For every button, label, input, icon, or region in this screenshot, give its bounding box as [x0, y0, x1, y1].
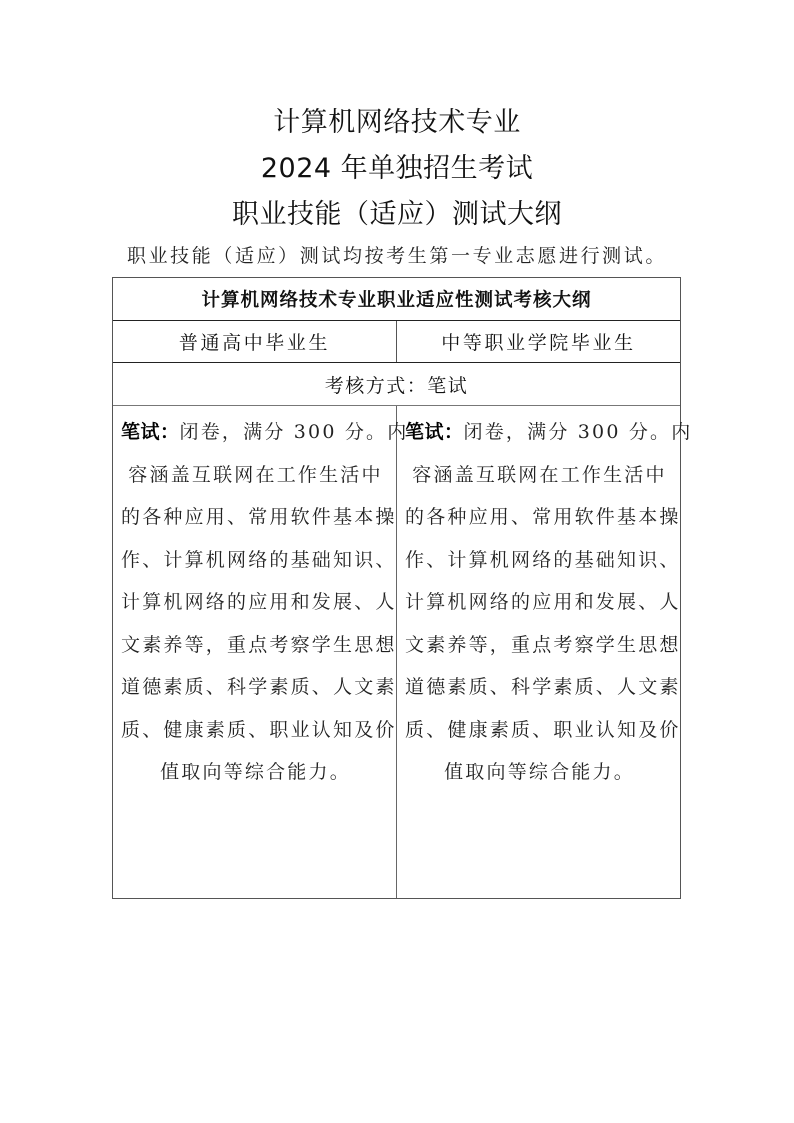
outline-table: [112, 277, 693, 899]
content-line: 闭卷，满分 300 分。内: [179, 421, 409, 443]
content-cell-vocational: [397, 406, 693, 898]
content-line: 容涵盖互联网在工作生活中: [412, 463, 667, 486]
content-lead: 笔试：: [405, 421, 464, 443]
title-line-outline: 职业技能（适应）测试大纲: [232, 199, 562, 230]
content-line: 道德素质、科学素质、人文素: [405, 676, 681, 698]
table-header: 计算机网络技术专业职业适应性测试考核大纲: [201, 290, 592, 311]
content-line: 值取向等综合能力。: [444, 761, 635, 783]
intro-paragraph: 职业技能（适应）测试均按考生第一专业志愿进行测试。: [126, 245, 667, 267]
content-line: 容涵盖互联网在工作生活中: [128, 463, 383, 486]
content-line: 质、健康素质、职业认知及价: [121, 718, 397, 741]
assessment-method: 考核方式：笔试: [324, 374, 469, 397]
content-line: 文素养等，重点考察学生思想: [121, 633, 397, 656]
content-line: 计算机网络的应用和发展、人: [405, 591, 681, 613]
content-line: 道德素质、科学素质、人文素: [121, 676, 397, 698]
group-vocational: 中等职业学院毕业生: [441, 332, 636, 354]
content-line: 质、健康素质、职业认知及价: [405, 718, 681, 741]
table-header-row: [113, 278, 680, 321]
content-line: 闭卷，满分 300 分。内: [463, 421, 693, 443]
content-line: 作、计算机网络的基础知识、: [121, 548, 397, 571]
table-content-row: [113, 406, 693, 898]
content-paragraph: [121, 411, 409, 794]
content-cell-high-school: [113, 406, 409, 898]
content-line: 的各种应用、常用软件基本操: [121, 506, 397, 528]
table-method-row: [113, 363, 680, 406]
group-high-school: 普通高中毕业生: [113, 321, 397, 362]
content-paragraph: [405, 411, 693, 794]
content-line: 计算机网络的应用和发展、人: [121, 591, 397, 613]
table-groups-row: [113, 321, 680, 363]
content-line: 文素养等，重点考察学生思想: [405, 633, 681, 656]
title-line-major: 计算机网络技术专业: [273, 107, 521, 138]
content-line: 的各种应用、常用软件基本操: [405, 506, 681, 528]
content-line: 作、计算机网络的基础知识、: [405, 548, 681, 571]
content-line: 值取向等综合能力。: [160, 761, 351, 783]
content-lead: 笔试：: [121, 421, 180, 443]
title-line-exam: 2024 年单独招生考试: [260, 153, 534, 184]
